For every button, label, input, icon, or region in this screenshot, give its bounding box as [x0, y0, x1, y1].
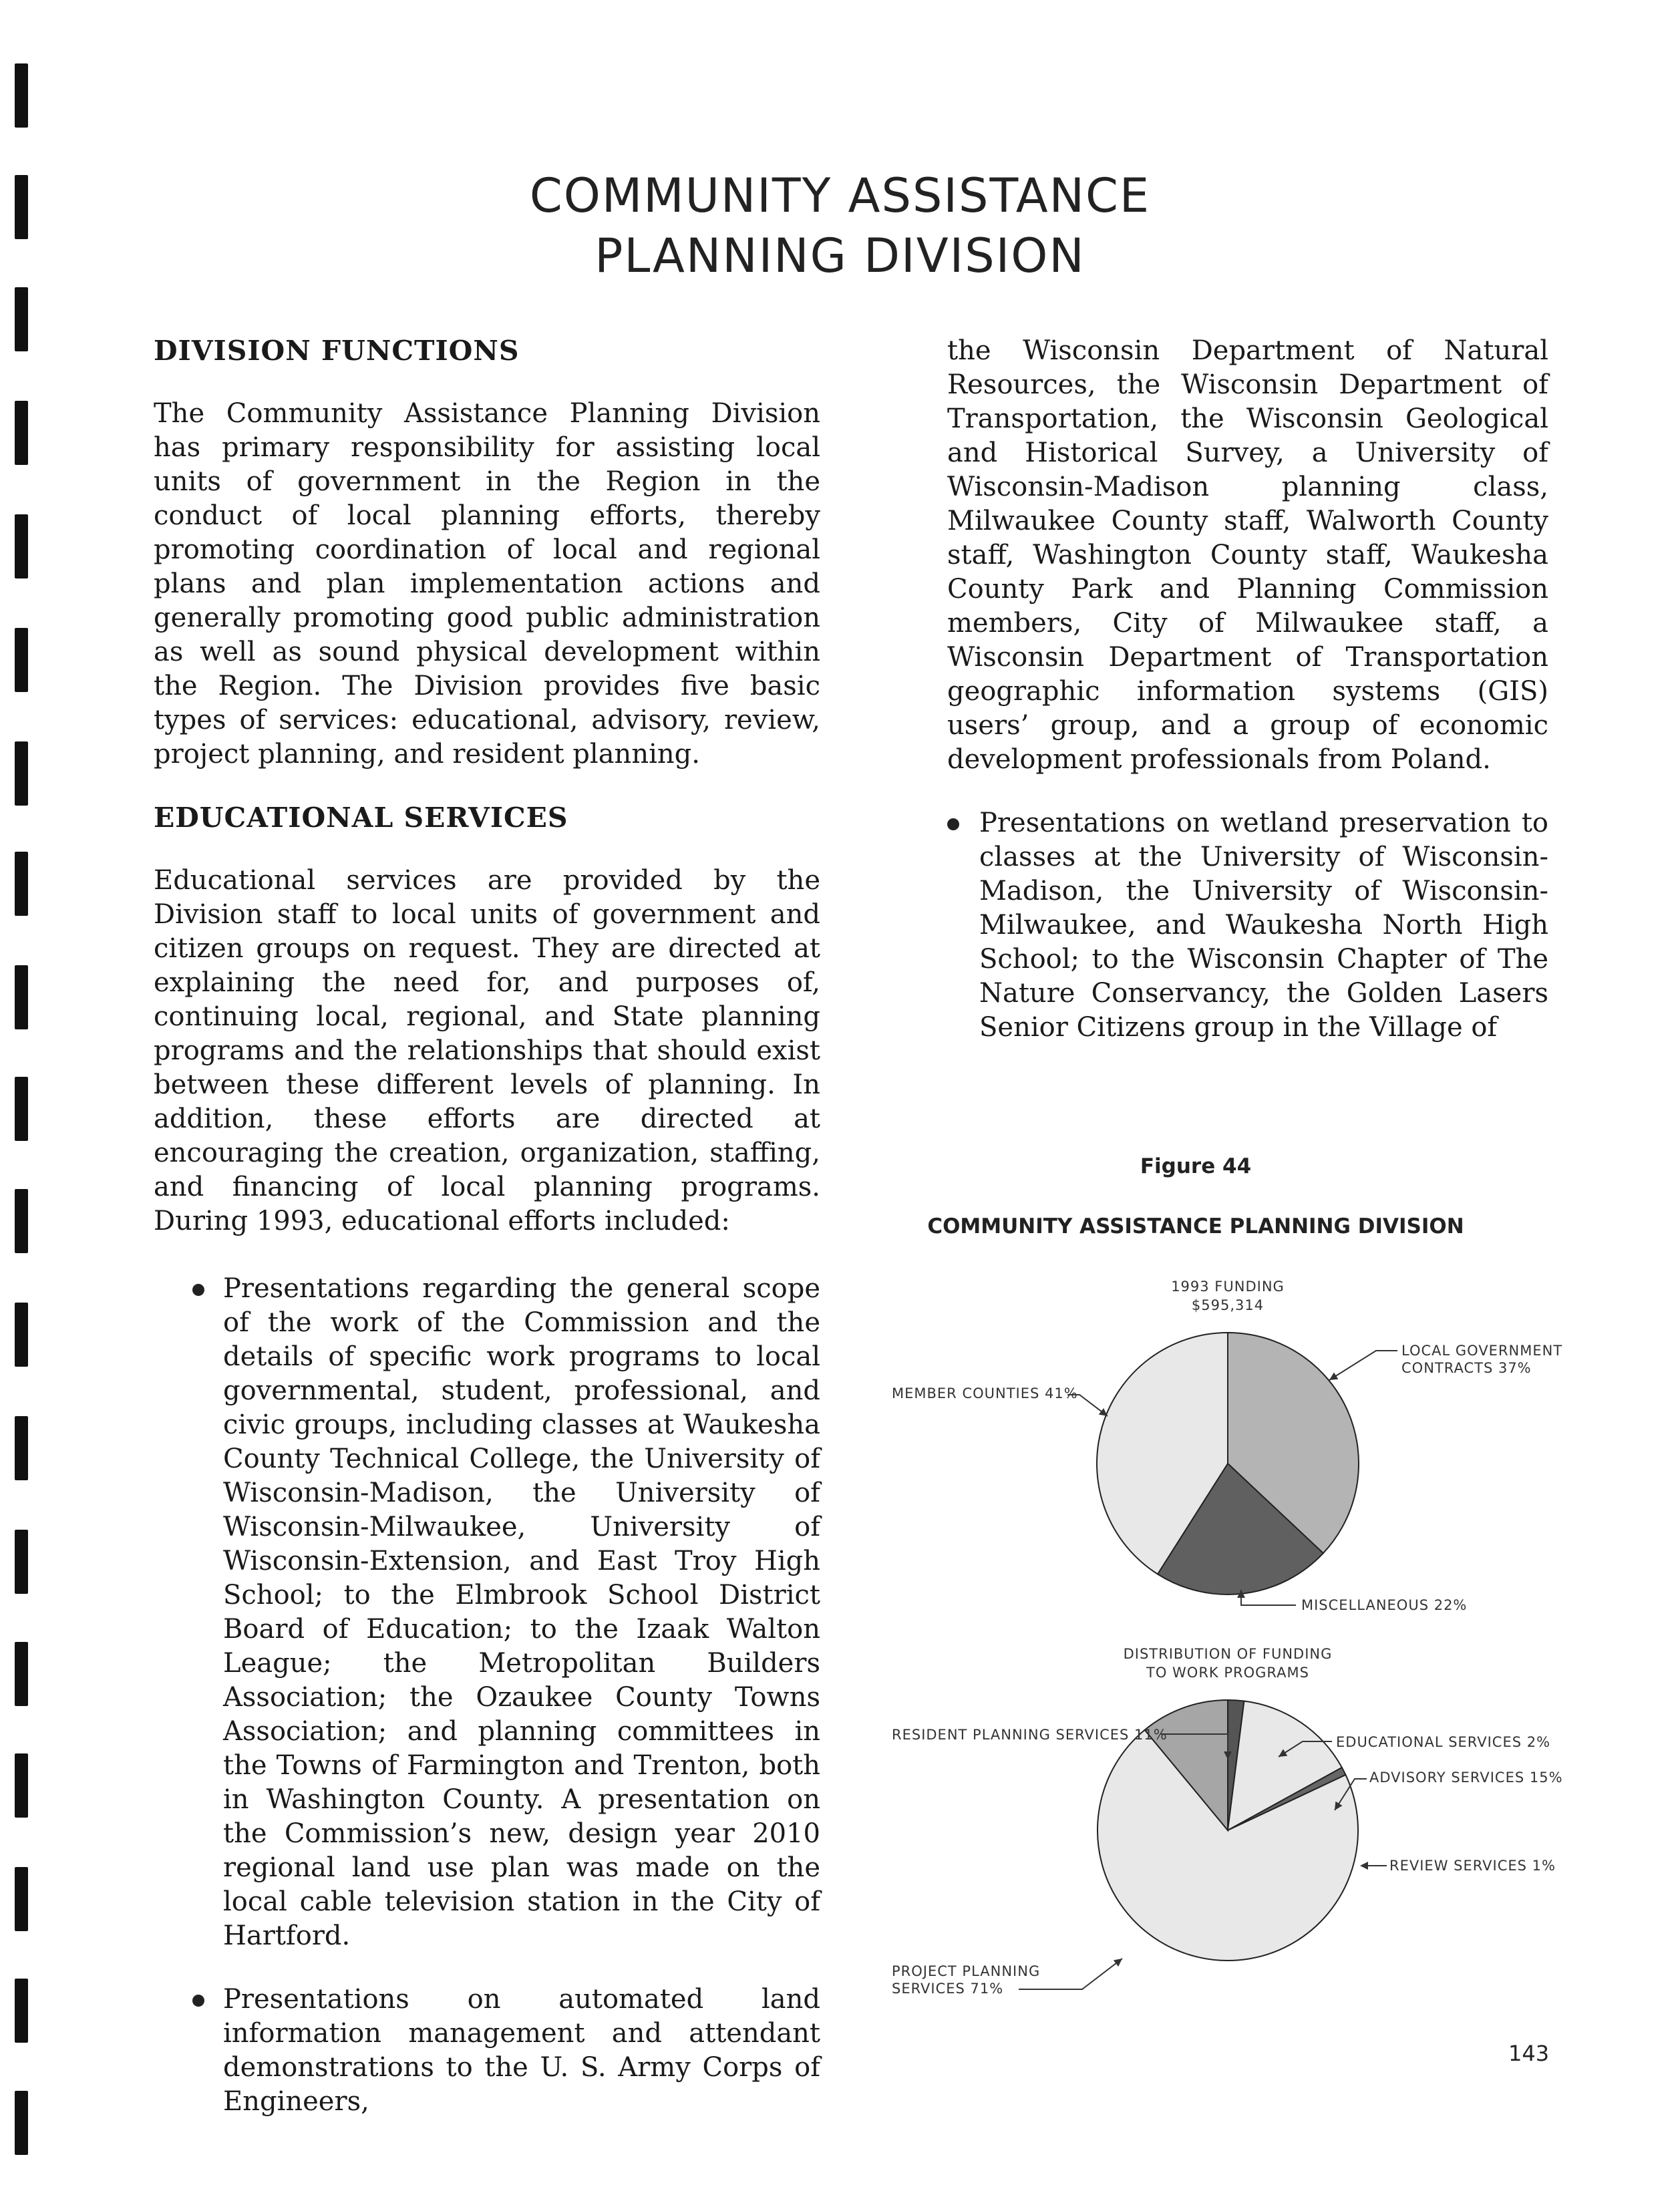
- page-number: 143: [1508, 2041, 1550, 2066]
- slice-label-review-services: REVIEW SERVICES 1%: [1389, 1858, 1556, 1874]
- division-functions-heading: DIVISION FUNCTIONS: [154, 335, 520, 367]
- leader-arrow: [1099, 1408, 1108, 1416]
- work-program-pie-chart: [892, 1646, 1563, 1997]
- leader-arrow: [1360, 1862, 1368, 1870]
- chart-title: DISTRIBUTION OF FUNDING: [1123, 1646, 1333, 1662]
- slice-label-project-planning-services: PROJECT PLANNING: [892, 1963, 1041, 1979]
- chart-title: 1993 FUNDING: [1171, 1279, 1285, 1295]
- figure-title: COMMUNITY ASSISTANCE PLANNING DIVISION: [927, 1214, 1464, 1238]
- list-item-text: Presentations on wetland preservation to classes at the University of Wisconsin-Madison, the University of Wisconsin-Milwaukee, and Waukesha North High School; to the Wisconsin Chapter of The Nature Conservancy, the Golden Lasers Senior Citizens group in the Village of: [979, 808, 1548, 1043]
- slice-label-educational-services: EDUCATIONAL SERVICES 2%: [1336, 1734, 1551, 1750]
- figure-number: Figure 44: [1140, 1154, 1252, 1178]
- slice-label-project-planning-services: SERVICES 71%: [892, 1981, 1004, 1997]
- chart-subtitle: $595,314: [1191, 1297, 1265, 1313]
- funding-pie-chart: [892, 1279, 1562, 1613]
- slice-label-local-government-contracts: LOCAL GOVERNMENT: [1401, 1343, 1563, 1359]
- educational-services-heading: EDUCATIONAL SERVICES: [154, 802, 568, 834]
- chart-subtitle: TO WORK PROGRAMS: [1146, 1665, 1309, 1681]
- list-item-text: Presentations on automated land information management and attendant demonstrations to the U. S. Army Corps of Engineers,: [223, 1984, 820, 2117]
- slice-label-local-government-contracts: CONTRACTS 37%: [1401, 1360, 1532, 1376]
- list-item-text: Presentations regarding the general scope of the work of the Commission and the details of specific work programs to local governmental, student, professional, and civic groups, including classes at Waukesha County Technical College, the University of Wisconsin-Madison, the University of Wisconsin-Milwaukee, University of Wisconsin-Extension, and East Troy High School; to the Elmbrook School District Board of Education; to the Izaak Walton League; the Metropolitan Builders Association; the Ozaukee County Towns Association; and planning committees in the Towns of Farmington and Trenton, both in Washington County. A presentation on the Commission’s new, design year 2010 regional land use plan was made on the local cable television station in the City of Hartford.: [223, 1273, 820, 1951]
- leader-arrow: [1329, 1373, 1338, 1380]
- page-title-line1: COMMUNITY ASSISTANCE: [529, 168, 1151, 223]
- slice-label-resident-planning-services: RESIDENT PLANNING SERVICES 11%: [892, 1727, 1168, 1743]
- educational-services-paragraph: Educational services are provided by the Division staff to local units of government and citizen groups on request. They are directed at explaining the need for, and purposes of, continuing local, regional, and State planning programs and the relationships that should exist between these different levels of planning. In addition, these efforts are directed at encouraging the creation, organization, staffing, and financing of local planning programs. During 1993, educational efforts included:: [154, 865, 820, 1236]
- leader-line: [1329, 1351, 1397, 1380]
- page-title-line2: PLANNING DIVISION: [595, 228, 1085, 283]
- slice-label-member-counties: MEMBER COUNTIES 41%: [892, 1385, 1078, 1401]
- slice-label-advisory-services: ADVISORY SERVICES 15%: [1369, 1770, 1563, 1786]
- division-functions-paragraph: The Community Assistance Planning Division has primary responsibility for assisting local units of government in the Region in the conduct of local planning efforts, thereby promoting coordination of local and regional plans and plan implementation actions and generally promoting good public administration as well as sound physical development within the Region. The Division provides five basic types of services: educational, advisory, review, project planning, and resident planning.: [154, 398, 820, 770]
- leader-arrow: [1114, 1959, 1122, 1967]
- continuation-paragraph: the Wisconsin Department of Natural Resources, the Wisconsin Department of Transportation, the Wisconsin Geological and Historical Survey, a University of Wisconsin-Madison planning class, Milwaukee County staff, Walworth County staff, Washington County staff, Waukesha County Park and Planning Commission members, City of Milwaukee staff, a Wisconsin Department of Transportation geographic information systems (GIS) users’ group, and a group of economic development professionals from Poland.: [947, 335, 1548, 775]
- slice-label-miscellaneous: MISCELLANEOUS 22%: [1301, 1597, 1468, 1613]
